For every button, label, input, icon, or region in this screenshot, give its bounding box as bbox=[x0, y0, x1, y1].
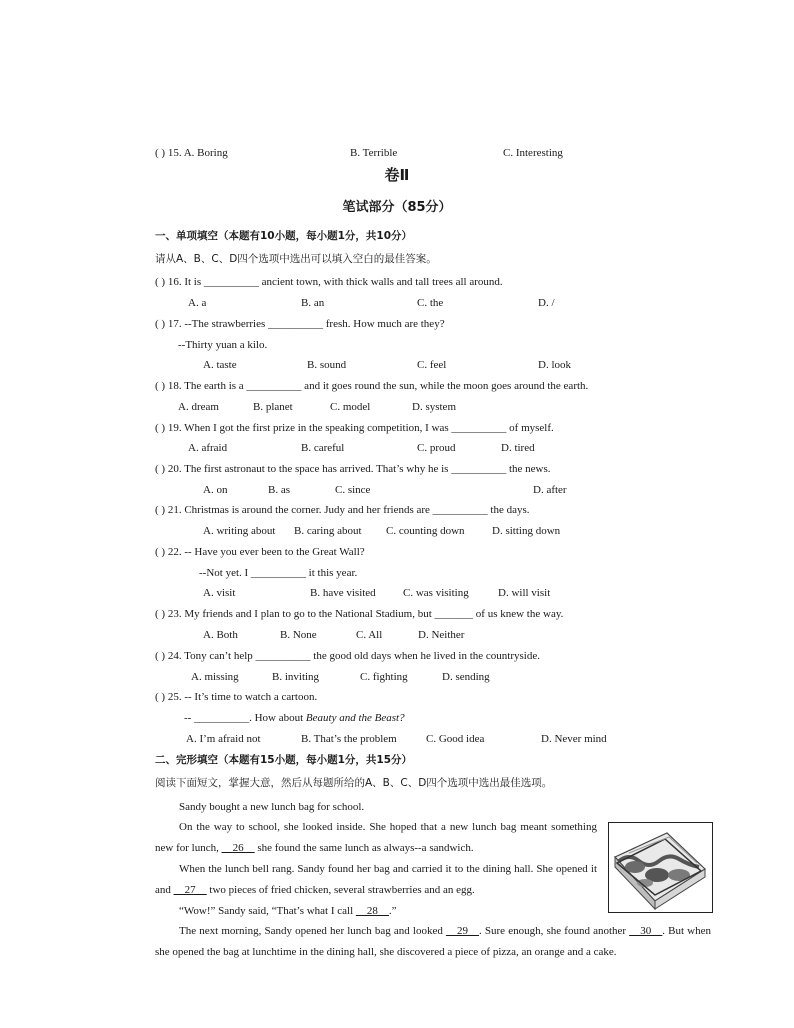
answer-paren[interactable]: ( ) bbox=[155, 504, 166, 516]
question-stem: 25. -- It’s time to watch a cartoon. bbox=[167, 691, 318, 703]
option-d: D. sending bbox=[442, 671, 490, 683]
option-d: D. tired bbox=[501, 442, 535, 454]
option-c: C. the bbox=[417, 297, 444, 309]
question-stem: 22. -- Have you ever been to the Great Wall? bbox=[167, 546, 365, 558]
movie-title: Beauty and the Beast? bbox=[305, 712, 405, 724]
blank-29[interactable]: __29__ bbox=[445, 925, 479, 937]
question-16 bbox=[155, 275, 503, 289]
question-23 bbox=[155, 607, 563, 621]
option-c: C. Good idea bbox=[426, 733, 485, 745]
option-b: B. an bbox=[301, 297, 325, 309]
option-c: C. counting down bbox=[386, 525, 465, 537]
blank-26[interactable]: __26__ bbox=[221, 842, 255, 854]
question-stem: 23. My friends and I plan to go to the National Stadium, but _______ of us knew the way. bbox=[167, 608, 564, 620]
blank-27[interactable]: __27__ bbox=[173, 884, 207, 896]
answer-paren[interactable]: ( ) bbox=[155, 463, 166, 475]
option-a: A. missing bbox=[191, 671, 239, 683]
option-d: D. look bbox=[538, 359, 571, 371]
option-d: D. Neither bbox=[418, 629, 465, 641]
answer-paren[interactable]: ( ) bbox=[155, 691, 166, 703]
question-stem: 18. The earth is a __________ and it goes round the sun, while the moon goes around the earth. bbox=[167, 380, 589, 392]
question-stem: 16. It is __________ ancient town, with thick walls and tall trees all around. bbox=[167, 276, 503, 288]
question-20 bbox=[155, 462, 551, 476]
answer-paren[interactable]: ( ) bbox=[155, 546, 166, 558]
blank-28[interactable]: __28__ bbox=[355, 905, 389, 917]
answer-paren[interactable]: ( ) bbox=[155, 276, 166, 288]
option-a: A. a bbox=[188, 297, 207, 309]
option-b: B. careful bbox=[301, 442, 345, 454]
option-a: A. afraid bbox=[188, 442, 228, 454]
passage-paragraph: The next morning, Sandy opened her lunch bag and looked __29__. Sure enough, she found another __30__. But when she opened the bag at lunchtime in the dining hall, she discovered a piece of pizza, an orange and a cake. bbox=[155, 925, 711, 958]
option-c: C. since bbox=[335, 484, 371, 496]
question-stem: 24. Tony can’t help __________ the good old days when he lived in the countryside. bbox=[167, 650, 540, 662]
passage-paragraph: Sandy bought a new lunch bag for school. bbox=[179, 801, 365, 813]
option-b: B. That’s the problem bbox=[301, 733, 397, 745]
option-b: B. Terrible bbox=[350, 147, 398, 159]
option-c: C. proud bbox=[417, 442, 456, 454]
option-c: C. model bbox=[330, 401, 371, 413]
option-b: B. sound bbox=[307, 359, 347, 371]
blank-30[interactable]: __30__ bbox=[629, 925, 663, 937]
section-instruction: 请从A、B、C、D四个选项中选出可以填入空白的最佳答案。 bbox=[155, 253, 437, 265]
question-stem: 20. The first astronaut to the space has arrived. That’s why he is __________ the news. bbox=[167, 463, 551, 475]
option-b: B. as bbox=[268, 484, 290, 496]
option-a: A. visit bbox=[203, 587, 236, 599]
question-17 bbox=[155, 317, 445, 331]
question-19 bbox=[155, 421, 554, 435]
option-d: D. / bbox=[538, 297, 555, 309]
option-b: B. None bbox=[280, 629, 317, 641]
question-15 bbox=[155, 146, 228, 160]
option-c: C. feel bbox=[417, 359, 447, 371]
option-b: B. planet bbox=[253, 401, 293, 413]
passage-paragraph: “Wow!” Sandy said, “That’s what I call __28__.” bbox=[179, 905, 397, 917]
dialogue-line: --Thirty yuan a kilo. bbox=[178, 339, 268, 351]
sandwich-image bbox=[608, 822, 713, 913]
option-a: A. dream bbox=[178, 401, 219, 413]
option-c: C. was visiting bbox=[403, 587, 469, 599]
volume-title: 卷Ⅱ bbox=[384, 166, 410, 184]
answer-paren[interactable]: ( ) bbox=[155, 422, 166, 434]
option-a: A. on bbox=[203, 484, 228, 496]
option-c: C. All bbox=[356, 629, 383, 641]
answer-paren[interactable]: ( ) bbox=[155, 608, 166, 620]
option-c: C. fighting bbox=[360, 671, 408, 683]
option-d: D. will visit bbox=[498, 587, 551, 599]
question-stem: 21. Christmas is around the corner. Judy and her friends are __________ the days. bbox=[167, 504, 530, 516]
question-stem: 15. A. Boring bbox=[167, 147, 228, 159]
answer-paren[interactable]: ( ) bbox=[155, 380, 166, 392]
option-a: A. I’m afraid not bbox=[186, 733, 261, 745]
question-25 bbox=[155, 690, 317, 704]
question-stem: 19. When I got the first prize in the speaking competition, I was __________ of myself. bbox=[167, 422, 554, 434]
option-b: B. have visited bbox=[310, 587, 376, 599]
option-c: C. Interesting bbox=[503, 147, 563, 159]
option-b: B. inviting bbox=[272, 671, 320, 683]
dialogue-line: --Not yet. I __________ it this year. bbox=[199, 567, 358, 579]
question-stem: 17. --The strawberries __________ fresh. How much are they? bbox=[167, 318, 445, 330]
answer-paren[interactable]: ( ) bbox=[155, 147, 166, 159]
dialogue-line: -- __________. How about Beauty and the Beast? bbox=[184, 712, 405, 724]
question-24 bbox=[155, 649, 540, 663]
question-18 bbox=[155, 379, 588, 393]
passage-paragraph: On the way to school, she looked inside. She hoped that a new lunch bag meant something new for lunch, __26__ she found the same lunch as always--a sandwich. bbox=[155, 821, 597, 854]
option-d: D. Never mind bbox=[541, 733, 607, 745]
section-heading: 一、单项填空（本题有10小题，每小题1分，共10分） bbox=[155, 230, 413, 242]
option-d: D. sitting down bbox=[492, 525, 561, 537]
question-22 bbox=[155, 545, 365, 559]
sandwich-icon bbox=[609, 823, 712, 912]
option-a: A. taste bbox=[203, 359, 237, 371]
option-a: A. writing about bbox=[203, 525, 276, 537]
option-d: D. system bbox=[412, 401, 456, 413]
option-d: D. after bbox=[533, 484, 567, 496]
answer-paren[interactable]: ( ) bbox=[155, 650, 166, 662]
question-21 bbox=[155, 503, 530, 517]
option-a: A. Both bbox=[203, 629, 238, 641]
answer-paren[interactable]: ( ) bbox=[155, 318, 166, 330]
section-heading: 二、完形填空（本题有15小题，每小题1分，共15分） bbox=[155, 754, 413, 766]
option-b: B. caring about bbox=[294, 525, 362, 537]
part-title: 笔试部分（85分） bbox=[342, 200, 452, 215]
section-instruction: 阅读下面短文，掌握大意，然后从每题所给的A、B、C、D四个选项中选出最佳选项。 bbox=[155, 777, 553, 789]
passage-paragraph: When the lunch bell rang. Sandy found her bag and carried it to the dining hall. She opened it and __27__ two pieces of fried chicken, several strawberries and an egg. bbox=[155, 863, 597, 896]
